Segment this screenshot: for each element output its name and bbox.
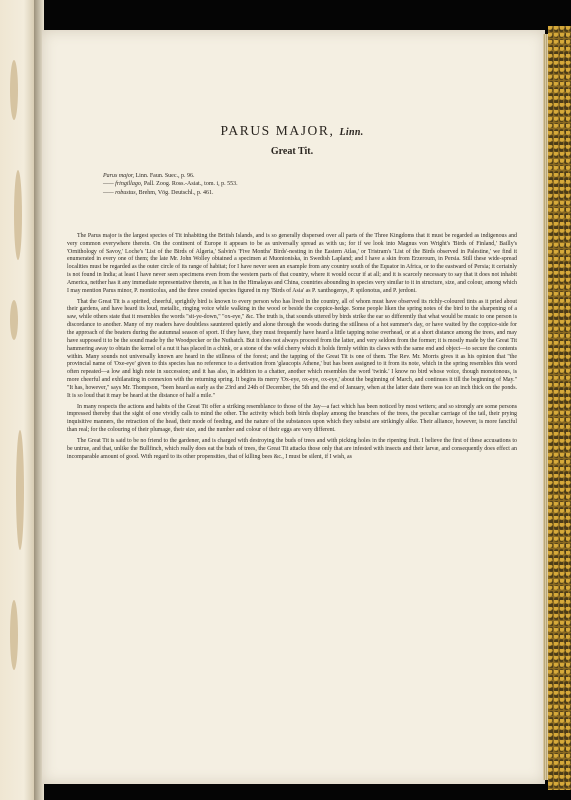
synonym-reference: Linn. Faun. Suec., p. 96. [135, 173, 195, 179]
plate-illustration-fragment [10, 60, 18, 120]
synonym-name: —— robustus, [103, 189, 138, 196]
synonym-entry [103, 172, 517, 180]
paragraph: The Parus major is the largest species of Tit inhabiting the British Islands, and is so generally dispersed over all parts of the Three Kingdoms that it must be regarded as indigenous and very common everywhere therein. On the continent of Europe it appears to be as universally spread as with us; for if we look into Magnus von Wright's 'Birds of Finland,' Bailly's 'Ornithology of Savoy,' Loche's 'List of the Birds of Algeria,' Salvin's 'Five Months' Birds'-nesting in the Eastern Atlas,' or Tristram's 'List of the Birds observed in Palestine,' we find it enumerated in every one of them; the late Mr. John Wolley obtained a specimen at Muonioniska, in Swedish Lapland; and I have a skin from Erzeroum, in Persia. Still these wide-spread localities must be regarded as the outer circle of its range of habitat; for I have never seen an example from any country south of the Equator in Africa, or to the eastward of Persia; it certainly is not found in India; at least I have never seen specimens even from the western parts of that country, where it would occur if at all; and it is scarcely necessary to say that it does not inhabit America, neither has it any immediate representative therein, as it has in the Himalayas and China, countries abounding in species very similar to it in structure, size, and colour, among which I may mention Parus minor, P. monticolus, and the three crested species figured in my 'Birds of Asia' as P. xanthogenys, P. spilonotus, and P. jerdoni. [67, 232, 517, 294]
species-title [67, 123, 517, 141]
marbled-cover-edge [548, 26, 571, 790]
plate-illustration-fragment [16, 430, 24, 550]
page-text [67, 123, 517, 465]
common-name: Great Tit. [270, 146, 314, 157]
synonym-reference: Pall. Zoog. Ross.-Asiat., tom. i, p. 553. [143, 181, 238, 188]
plate-illustration-fragment [14, 170, 22, 260]
synonym-entry [103, 180, 517, 188]
paragraph: That the Great Tit is a spirited, cheerful, sprightly bird is known to every person who has lived in the country, all of whom must have observed its richly-coloured tints as it pried about their gardens, and have heard its loud, metallic, ringing voice while walking in the wood or beside the coppice-hedge. Some people liken the spring notes of the bird to the sharpening of a saw, while others state that it resembles the words "sit-ye-down," "ox-eye," &c. The truth is, that sounds uttered by birds strike the ear so differently that what would be music to one person is discordance to another. Many of my readers have doubtless sauntered quietly and alone through the woods during the stillness of a hot summer's day, or have waited by the coppice-side for the approach of the beaters during the autumnal season of sport. If they have, they must frequently have heard a little tapping noise overhead, or at a short distance among the trees, and may have supposed it to be the sound made by the Woodpecker or the Nuthatch. But it does not always proceed from the latter, and very seldom from the former; it is mostly made by the Great Tit hammering away to obtain the kernel of a nut it has placed in a chink, or a stone of the wild cherry which it holds firmly within its claws with the same end and object—to secure the contents within. Many sounds not universally known are heard in the stillness of the forest; and the tapping of the Great Tit is one of them. The Rev. Mr. Morris gives it as his opinion that "the provincial name of 'Oxe-eye' given to this species has no reference to a derivation from 'glaucopis Athene,' but has been assigned to it from its note, which in the spring resembles this word often repeated—a low and high note in succession; and it has also, in addition to a chatter, another which resembles the word 'twink.' I know no bird whose voice, though monotonous, is more cheerful and exhilarating in connexion with the returning spring. It begins its merry 'Ox-eye, ox-eye, ox-eye,' about the beginning of March, and continues it till the beginning of May." "It has, however," says Mr. Thompson, "been heard as early as the 23rd and 24th of December, the 5th and the end of January, when at the latter date there was ice an inch thick on the ponds. It is so loud that it may be heard at the distance of half a mile." [67, 298, 517, 399]
synonym-name: —— fringillago, [103, 181, 143, 188]
plate-illustration-fragment [10, 600, 18, 670]
synonym-name: Parus major, [103, 173, 135, 179]
body-text [67, 233, 517, 462]
paragraph: The Great Tit is said to be no friend to the gardener, and is charged with destroying the buds of trees and with picking holes in the ripening fruit. I believe the first of these accusations to be untrue, and that, unlike the Bullfinch, which really does eat the buds of trees, the Great Tit attacks those only that are infested with insects and their larvæ, and consequently does effect an incomparable amount of good. With regard to its other propensities, that of killing bees &c., I must be silent, if I wish, as [67, 437, 517, 460]
paragraph: In many respects the actions and habits of the Great Tit offer a striking resemblance to those of the Jay—a fact which has been noticed by most writers; and so strongly are some persons impressed thereby that the sight of one vividly calls to mind the other. The activity which both birds display among the branches of the trees, the peculiar carriage of the tail, their prying inquisitive manners, the retraction of the head, their mode of feeding, and the nature of the substances upon which they subsist are strikingly alike. Their alliance, however, is more fanciful than real; for the colouring of their plumage, their size, and the number and colour of their eggs are very different. [67, 403, 517, 434]
synonym-reference: Brehm, Vög. Deutschl., p. 461. [138, 189, 214, 196]
synonym-entry [103, 189, 517, 197]
species-authority: Linn. [339, 127, 364, 138]
plate-illustration-fragment [10, 300, 18, 340]
facing-plate-page [0, 0, 34, 800]
synonymy-list [103, 172, 517, 197]
species-name: PARUS MAJOR, [220, 123, 335, 138]
